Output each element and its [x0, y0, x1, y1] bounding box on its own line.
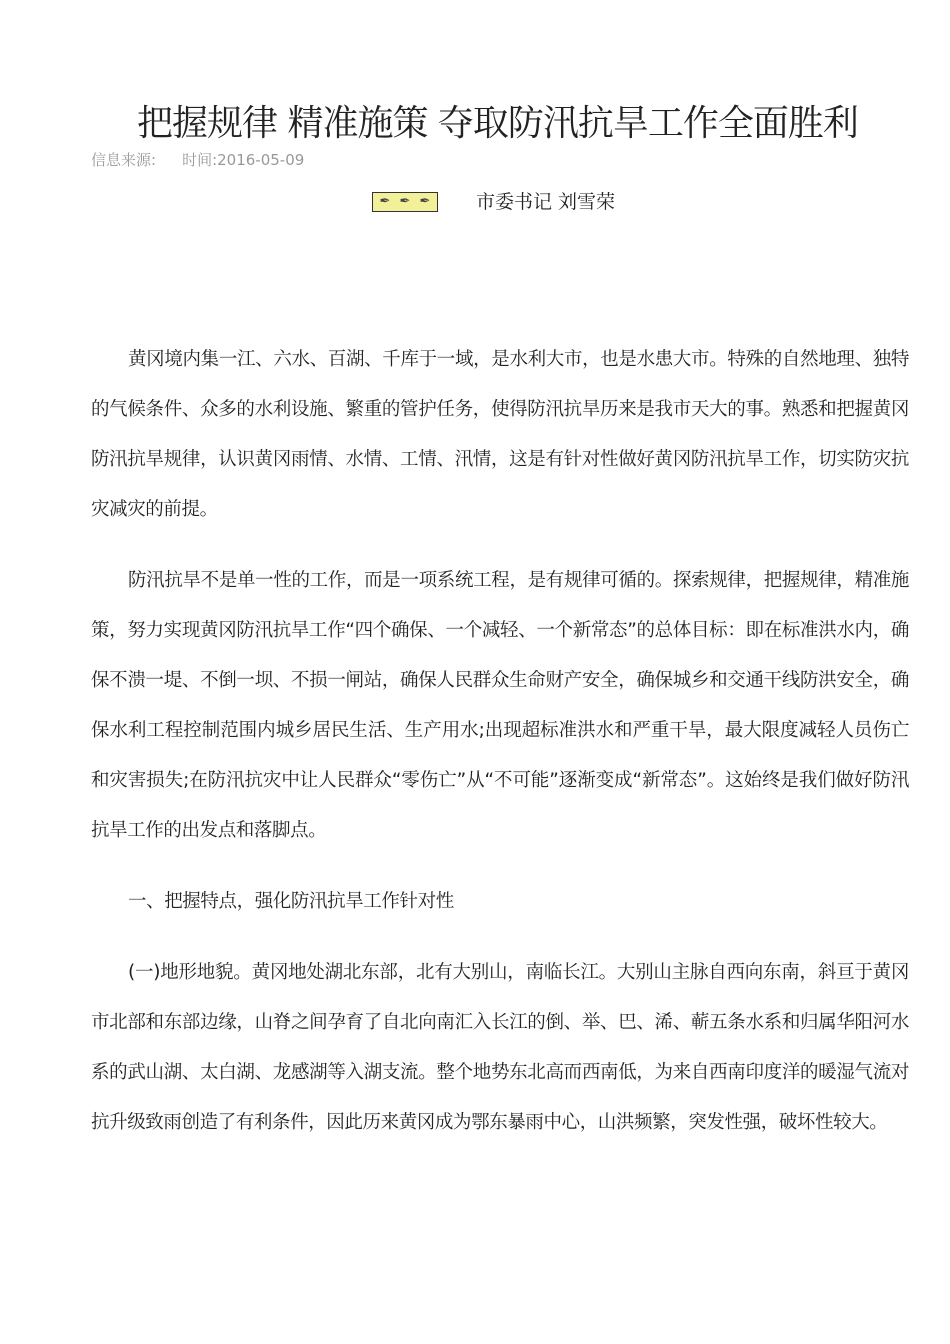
article-body: [91, 335, 909, 1169]
paragraph-1: 黄冈境内集一江、六水、百湖、千库于一域，是水利大市，也是水患大市。特殊的自然地理、独特的气候条件、众多的水利设施、繁重的管护任务，使得防汛抗旱历来是我市天大的事。熟悉和把握黄冈防汛抗旱规律，认识黄冈雨情、水情、工情、汛情，这是有针对性做好黄冈防汛抗旱工作，切实防灾抗灾减灾的前提。: [91, 349, 909, 520]
font-size-small-icon[interactable]: ✒: [419, 194, 431, 209]
publish-date: 2016-05-09: [217, 151, 305, 169]
font-size-large-icon[interactable]: ✒: [379, 194, 391, 209]
section-heading-1: 一、把握特点，强化防汛抗旱工作针对性: [128, 891, 454, 912]
paragraph-2: 防汛抗旱不是单一性的工作，而是一项系统工程，是有规律可循的。探索规律，把握规律，精准施策，努力实现黄冈防汛抗旱工作“四个确保、一个减轻、一个新常态”的总体目标：即在标准洪水内，确保不溃一堤、不倒一坝、不损一闸站，确保人民群众生命财产安全，确保城乡和交通干线防洪安全，确保水利工程控制范围内城乡居民生活、生产用水;出现超标准洪水和严重干旱，最大限度减轻人员伤亡和灾害损失;在防汛抗灾中让人民群众“零伤亡”从“不可能”逐渐变成“新常态”。这始终是我们做好防汛抗旱工作的出发点和落脚点。: [91, 570, 909, 841]
font-size-selector-icon[interactable]: [372, 192, 438, 212]
byline: [372, 189, 615, 215]
article-author: 市委书记 刘雪荣: [476, 191, 616, 213]
paragraph-3: (一)地形地貌。黄冈地处湖北东部，北有大别山，南临长江。大别山主脉自西向东南，斜亘于黄冈市北部和东部边缘，山脊之间孕育了自北向南汇入长江的倒、举、巴、浠、蕲五条水系和归属华阳河水系的武山湖、太白湖、龙感湖等入湖支流。整个地势东北高而西南低，为来自西南印度洋的暖湿气流对抗升级致雨创造了有利条件，因此历来黄冈成为鄂东暴雨中心，山洪频繁，突发性强，破坏性较大。: [91, 962, 909, 1133]
article-title: 把握规律 精准施策 夺取防汛抗旱工作全面胜利: [137, 103, 858, 144]
time-label: 时间:: [182, 151, 218, 169]
source-label: 信息来源:: [91, 151, 157, 169]
font-size-medium-icon[interactable]: ✒: [399, 194, 411, 209]
article-meta: [91, 148, 304, 172]
